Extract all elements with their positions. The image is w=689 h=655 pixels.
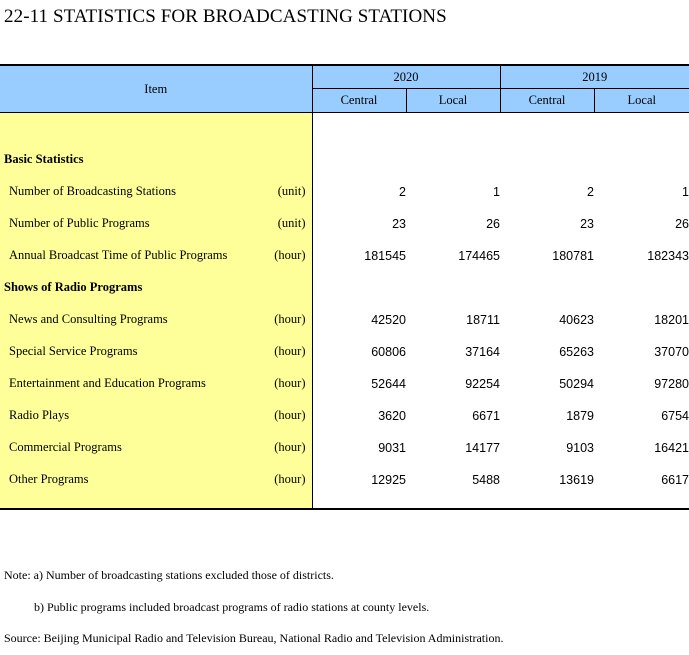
row-unit: (unit) — [277, 216, 306, 230]
row-label: Special Service Programs — [9, 344, 138, 358]
value-cell: 26 — [675, 217, 689, 231]
empty-cell — [500, 272, 594, 304]
value-cell: 2 — [587, 185, 594, 199]
empty-cell — [406, 144, 500, 176]
row-unit: (hour) — [274, 440, 306, 454]
empty-cell — [312, 272, 406, 304]
value-cell: 37070 — [654, 345, 689, 359]
value-cell: 6617 — [661, 473, 689, 487]
empty-cell — [594, 113, 689, 145]
value-cell: 50294 — [559, 377, 594, 391]
label-cell — [0, 432, 312, 464]
empty-cell — [312, 144, 406, 176]
table-body — [0, 113, 689, 510]
row-label: Entertainment and Education Programs — [9, 376, 206, 390]
statistics-table — [0, 64, 689, 510]
empty-cell — [406, 113, 500, 145]
empty-cell — [594, 272, 689, 304]
table-row — [0, 336, 689, 368]
value-cell: 181545 — [364, 249, 406, 263]
label-cell — [0, 144, 312, 176]
value-cell: 23 — [580, 217, 594, 231]
row-label: News and Consulting Programs — [9, 312, 168, 326]
label-cell — [0, 368, 312, 400]
page-title: 22-11 STATISTICS FOR BROADCASTING STATIONS — [4, 6, 447, 27]
row-unit: (hour) — [274, 472, 306, 486]
value-cell: 6671 — [472, 409, 500, 423]
table-header — [0, 65, 689, 113]
empty-cell — [312, 496, 406, 509]
value-cell: 52644 — [371, 377, 406, 391]
value-cell: 1 — [493, 185, 500, 199]
value-cell: 65263 — [559, 345, 594, 359]
row-unit: (hour) — [274, 344, 306, 358]
value-cell: 12925 — [371, 473, 406, 487]
header-item: Item — [0, 65, 312, 113]
value-cell: 40623 — [559, 313, 594, 327]
row-label: Annual Broadcast Time of Public Programs — [9, 248, 228, 262]
value-cell: 42520 — [371, 313, 406, 327]
value-cell: 92254 — [465, 377, 500, 391]
value-cell: 5488 — [472, 473, 500, 487]
value-cell: 23 — [392, 217, 406, 231]
value-cell: 37164 — [465, 345, 500, 359]
source-note: Source: Beijing Municipal Radio and Television Bureau, National Radio and Television Administration. — [4, 631, 504, 645]
section-label: Shows of Radio Programs — [4, 280, 143, 294]
value-cell: 97280 — [654, 377, 689, 391]
table-row — [0, 432, 689, 464]
table-row — [0, 176, 689, 208]
empty-cell — [406, 496, 500, 509]
value-cell: 16421 — [654, 441, 689, 455]
label-cell — [0, 113, 312, 145]
row-label: Number of Public Programs — [9, 216, 150, 230]
label-cell — [0, 240, 312, 272]
label-cell — [0, 272, 312, 304]
empty-cell — [500, 113, 594, 145]
value-cell: 6754 — [661, 409, 689, 423]
header-local-2019: Local — [594, 89, 689, 113]
value-cell: 60806 — [371, 345, 406, 359]
value-cell: 13619 — [559, 473, 594, 487]
label-cell — [0, 464, 312, 496]
table-row — [0, 240, 689, 272]
empty-cell — [312, 113, 406, 145]
row-unit: (unit) — [277, 184, 306, 198]
header-year-2019: 2019 — [500, 65, 689, 89]
table-row — [0, 400, 689, 432]
label-cell — [0, 176, 312, 208]
note-a: Note: a) Number of broadcasting stations excluded those of districts. — [4, 568, 334, 582]
table-row — [0, 368, 689, 400]
section-row — [0, 144, 689, 176]
value-cell: 174465 — [458, 249, 500, 263]
empty-cell — [594, 144, 689, 176]
row-unit: (hour) — [274, 376, 306, 390]
header-local-2020: Local — [406, 89, 500, 113]
value-cell: 3620 — [378, 409, 406, 423]
header-year-2020: 2020 — [312, 65, 500, 89]
row-label: Commercial Programs — [9, 440, 122, 454]
section-row — [0, 272, 689, 304]
value-cell: 1879 — [566, 409, 594, 423]
note-b: b) Public programs included broadcast programs of radio stations at county levels. — [34, 600, 430, 614]
section-label: Basic Statistics — [4, 152, 84, 166]
empty-cell — [500, 144, 594, 176]
table-row — [0, 464, 689, 496]
table-spacer-row — [0, 113, 689, 145]
empty-cell — [406, 272, 500, 304]
row-unit: (hour) — [274, 408, 306, 422]
row-unit: (hour) — [274, 248, 306, 262]
empty-cell — [500, 496, 594, 509]
label-cell — [0, 208, 312, 240]
table-row — [0, 208, 689, 240]
value-cell: 18711 — [466, 313, 500, 327]
value-cell: 14177 — [465, 441, 500, 455]
table-row — [0, 304, 689, 336]
value-cell: 9031 — [378, 441, 406, 455]
row-label: Other Programs — [9, 472, 89, 486]
label-cell — [0, 496, 312, 509]
value-cell: 18201 — [654, 313, 689, 327]
row-label: Radio Plays — [9, 408, 70, 422]
value-cell: 9103 — [566, 441, 594, 455]
header-central-2019: Central — [500, 89, 594, 113]
value-cell: 1 — [682, 185, 689, 199]
label-cell — [0, 304, 312, 336]
header-central-2020: Central — [312, 89, 406, 113]
row-unit: (hour) — [274, 312, 306, 326]
row-label: Number of Broadcasting Stations — [9, 184, 176, 198]
value-cell: 26 — [486, 217, 500, 231]
value-cell: 182343 — [647, 249, 689, 263]
table-bottom-row — [0, 496, 689, 509]
label-cell — [0, 336, 312, 368]
value-cell: 2 — [399, 185, 406, 199]
empty-cell — [594, 496, 689, 509]
label-cell — [0, 400, 312, 432]
value-cell: 180781 — [552, 249, 594, 263]
